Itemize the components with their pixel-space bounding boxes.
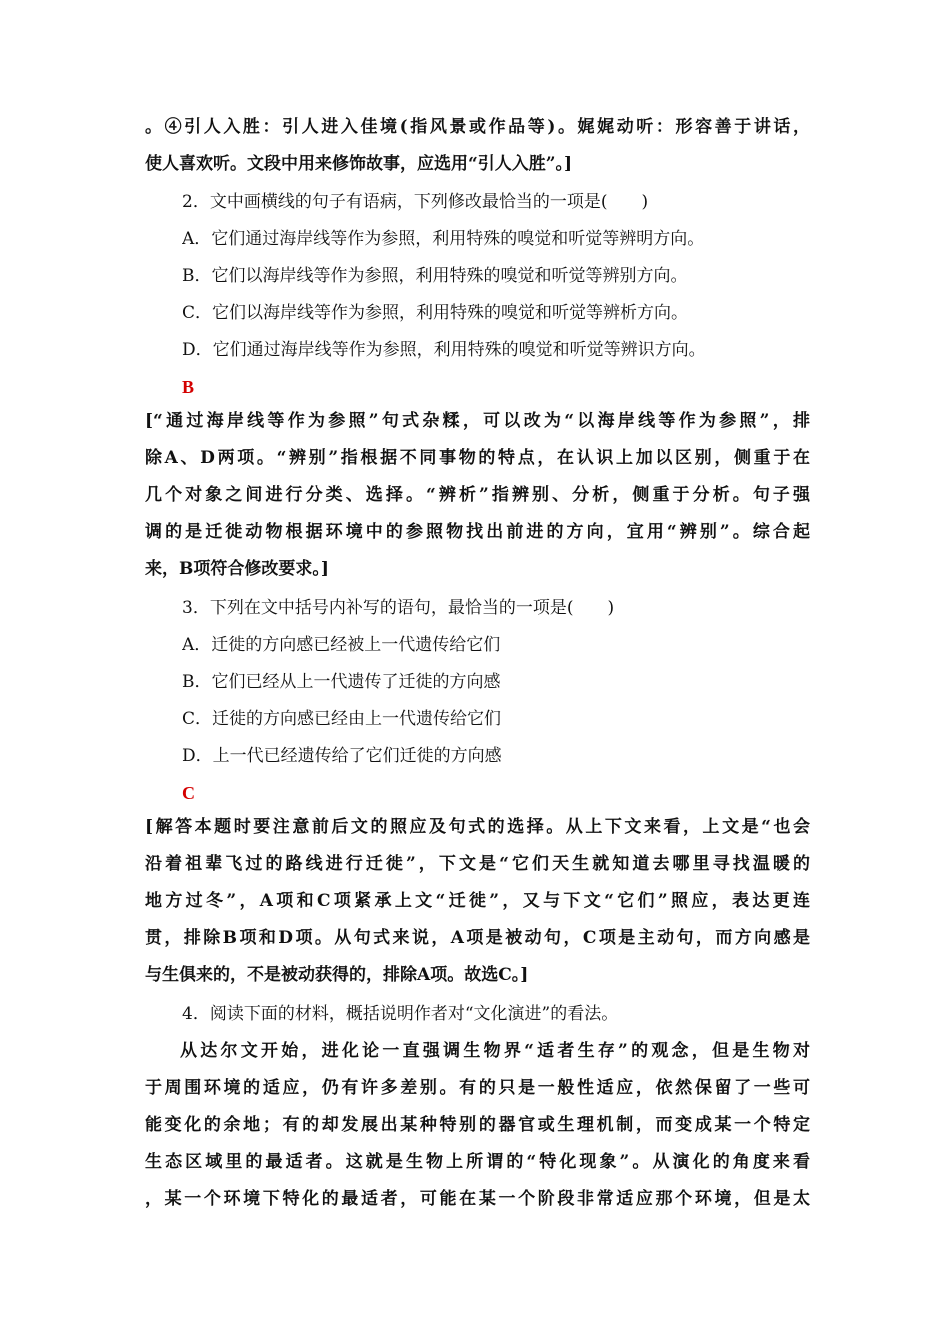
q2-answer: B xyxy=(182,377,195,397)
q3-option-b: B．它们已经从上一代遗传了迁徙的方向感 xyxy=(182,672,501,692)
q3-stem: 3．下列在文中括号内补写的语句，最恰当的一项是( ) xyxy=(182,598,615,618)
q4-passage-line: 生态区域里的最适者。这就是生物上所谓的“特化现象”。从演化的角度来看 xyxy=(145,1152,810,1172)
q2-option-a: A．它们通过海岸线等作为参照，利用特殊的嗅觉和听觉等辨明方向。 xyxy=(182,229,705,249)
q4-passage-line: 于周围环境的适应，仍有许多差别。有的只是一般性适应，依然保留了一些可 xyxy=(145,1078,810,1098)
q3-option-c: C．迁徙的方向感已经由上一代遗传给它们 xyxy=(182,709,502,729)
q2-option-d: D．它们通过海岸线等作为参照，利用特殊的嗅觉和听觉等辨识方向。 xyxy=(182,340,706,360)
q2-option-b: B．它们以海岸线等作为参照，利用特殊的嗅觉和听觉等辨别方向。 xyxy=(182,266,688,286)
q2-explanation-line: [“通过海岸线等作为参照”句式杂糅，可以改为“以海岸线等作为参照”，排 xyxy=(145,411,810,431)
q4-stem: 4．阅读下面的材料，概括说明作者对“文化演进”的看法。 xyxy=(182,1004,619,1024)
q3-explanation-line: 地方过冬”，A项和C项紧承上文“迁徙”，又与下文“它们”照应，表达更连 xyxy=(145,891,810,911)
q2-explanation-line: 除A、D两项。“辨别”指根据不同事物的特点，在认识上加以区别，侧重于在 xyxy=(145,448,810,468)
q4-passage-line: 能变化的余地；有的却发展出某种特别的器官或生理机制，而变成某一个特定 xyxy=(145,1115,810,1135)
q3-option-a: A．迁徙的方向感已经被上一代遗传给它们 xyxy=(182,635,501,655)
q3-explanation-line: 与生俱来的，不是被动获得的，排除A项。故选C。] xyxy=(145,965,529,985)
q1-explanation-line: 。④引人入胜：引人进入佳境(指风景或作品等)。娓娓动听：形容善于讲话， xyxy=(145,117,810,137)
q2-stem: 2．文中画横线的句子有语病，下列修改最恰当的一项是( ) xyxy=(182,192,649,212)
q4-passage-line: 从达尔文开始，进化论一直强调生物界“适者生存”的观念，但是生物对 xyxy=(180,1041,810,1061)
q3-explanation-line: [解答本题时要注意前后文的照应及句式的选择。从上下文来看，上文是“也会 xyxy=(145,817,810,837)
q1-explanation-line: 使人喜欢听。文段中用来修饰故事，应选用“引人入胜”。] xyxy=(145,154,573,174)
q2-explanation-line: 调的是迁徙动物根据环境中的参照物找出前进的方向，宜用“辨别”。综合起 xyxy=(145,522,810,542)
q2-option-c: C．它们以海岸线等作为参照，利用特殊的嗅觉和听觉等辨析方向。 xyxy=(182,303,689,323)
q3-option-d: D．上一代已经遗传给了它们迁徙的方向感 xyxy=(182,746,502,766)
q2-explanation-line: 几个对象之间进行分类、选择。“辨析”指辨别、分析，侧重于分析。句子强 xyxy=(145,485,810,505)
q3-explanation-line: 贯，排除B项和D项。从句式来说，A项是被动句，C项是主动句，而方向感是 xyxy=(145,928,810,948)
q2-explanation-line: 来，B项符合修改要求。] xyxy=(145,559,329,579)
q3-explanation-line: 沿着祖辈飞过的路线进行迁徙”，下文是“它们天生就知道去哪里寻找温暖的 xyxy=(145,854,810,874)
q3-answer: C xyxy=(182,783,195,803)
q4-passage-line: ，某一个环境下特化的最适者，可能在某一个阶段非常适应那个环境，但是太 xyxy=(145,1189,810,1209)
